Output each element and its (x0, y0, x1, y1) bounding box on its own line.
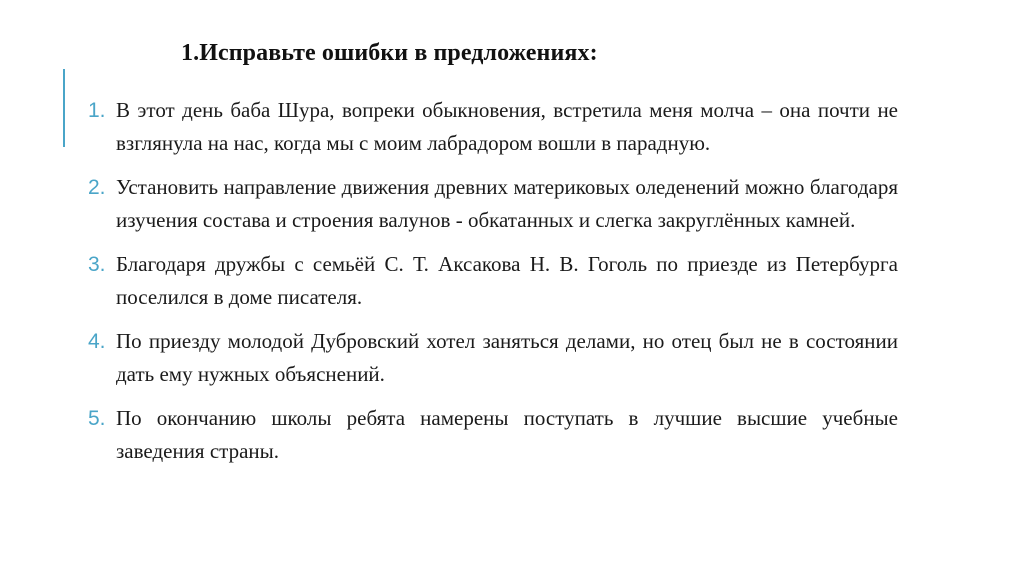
list-item-number: 4. (88, 330, 106, 353)
list-item-text: Установить направление движения древних материковых оледенений можно благодаря изучения состава и строения валунов - обкатанных и слегка закруглённых камней. (116, 175, 898, 232)
list-item-number: 3. (88, 253, 106, 276)
list-item-text: Благодаря дружбы с семьёй С. Т. Аксакова Н. В. Гоголь по приезде из Петербурга поселился в доме писателя. (116, 252, 898, 309)
list-item (88, 402, 898, 468)
list-item-text: По окончанию школы ребята намерены поступать в лучшие высшие учебные заведения страны. (116, 406, 898, 463)
list-item (88, 171, 898, 237)
list-item (88, 248, 898, 314)
slide-title: 1.Исправьте ошибки в предложениях: (181, 40, 598, 66)
accent-bar (63, 69, 65, 147)
list-item (88, 325, 898, 391)
list-item-text: По приезду молодой Дубровский хотел заняться делами, но отец был не в состоянии дать ему нужных объяснений. (116, 329, 898, 386)
list-item-number: 1. (88, 99, 106, 122)
list-item (88, 94, 898, 160)
list-item-number: 2. (88, 176, 106, 199)
list-item-text: В этот день баба Шура, вопреки обыкновения, встретила меня молча – она почти не взглянула на нас, когда мы с моим лабрадором вошли в парадную. (116, 98, 898, 155)
sentence-list (88, 94, 898, 479)
list-item-number: 5. (88, 407, 106, 430)
